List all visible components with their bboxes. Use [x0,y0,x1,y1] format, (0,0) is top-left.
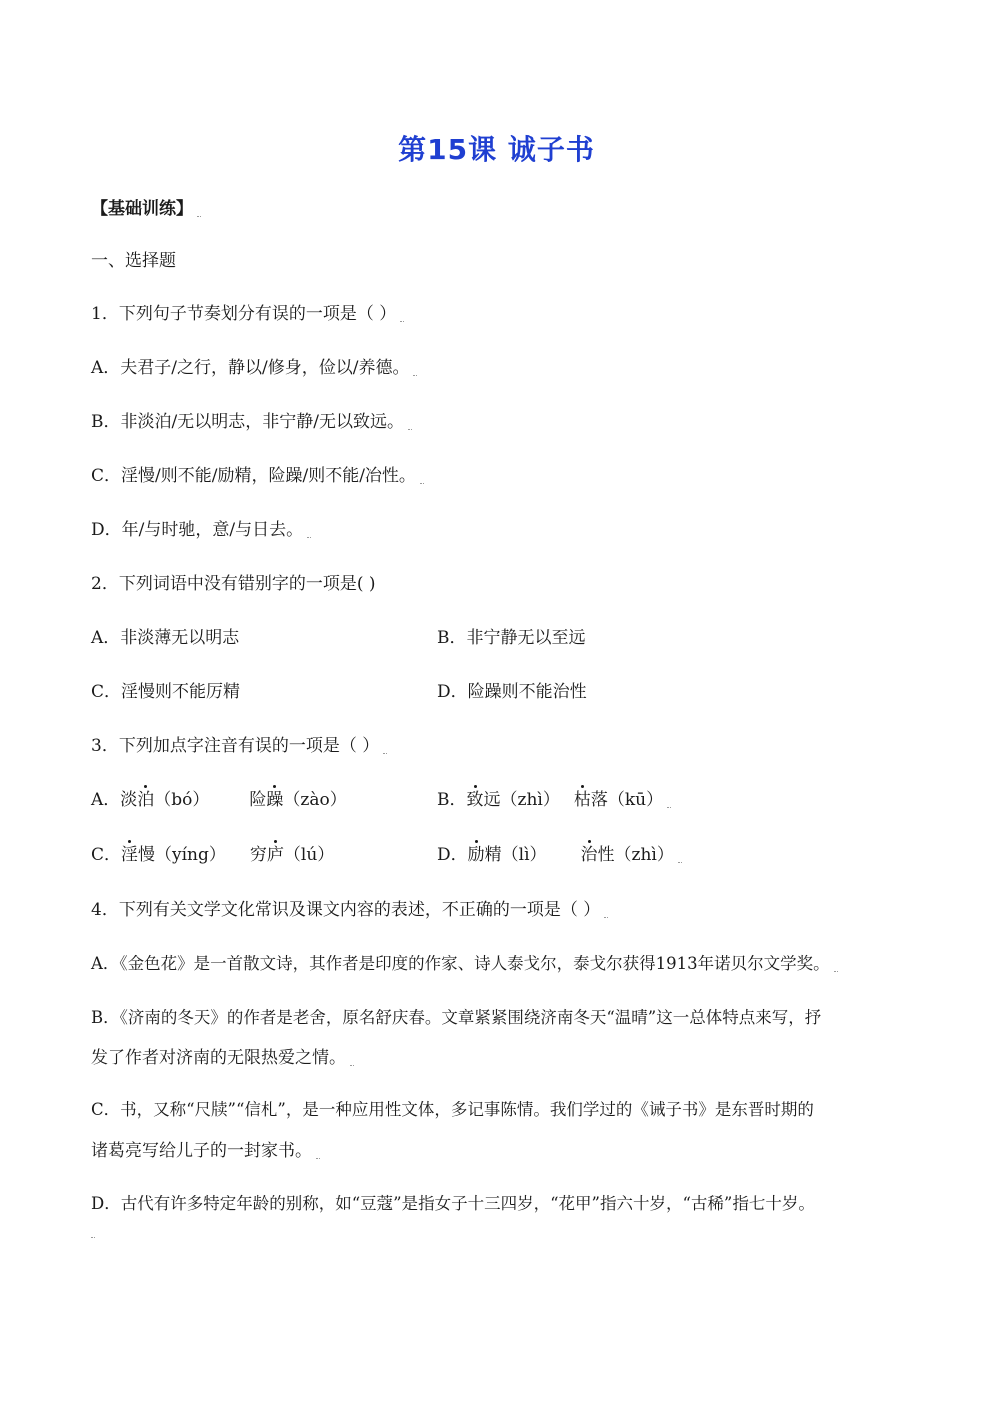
question-1-option-d-text: D．年/与时驰，意/与日去。 [91,520,304,540]
question-3-option-a [91,788,347,812]
paragraph-mark [604,916,608,918]
question-3-stem [91,734,387,758]
question-1-option-d [91,518,311,542]
question-3-option-b [437,788,671,812]
question-4-option-c-line-1: C．书，又称“尺牍”“信札”，是一种应用性文体，多记事陈情。我们学过的《诫子书》是东晋时期的 [91,1100,814,1119]
question-2-option-c: C．淫慢则不能厉精 [91,682,241,702]
question-4-option-b-line-2 [91,1046,354,1070]
question-3-stem-text: 3．下列加点字注音有误的一项是（ ） [91,736,380,756]
paragraph-mark [316,1157,320,1159]
pinyin: （zào） [283,790,347,810]
paragraph-mark [350,1064,354,1066]
pinyin: （zhì） [500,790,560,810]
option-label: B． [437,790,467,810]
question-1-stem-text: 1．下列句子节奏划分有误的一项是（ ） [91,304,397,324]
pinyin: （lú） [283,845,335,865]
paragraph-mark [408,428,412,430]
question-2-option-b: B．非宁静无以至远 [437,628,586,648]
question-4-option-d: D．古代有许多特定年龄的别称，如“豆蔻”是指女子十三四岁，“花甲”指六十岁，“古稀”指七十岁。 [91,1194,815,1213]
question-4-stem [91,898,608,922]
paragraph-mark [678,861,682,863]
emphasized-char: 泊 [137,790,155,810]
paragraph-mark [307,536,311,538]
paragraph-mark [383,752,387,754]
emphasized-char: 致 [466,790,484,810]
question-4-option-a-text: A．《金色花》是一首散文诗，其作者是印度的作家、诗人泰戈尔，泰戈尔获得1913年诺贝尔文学奖。 [91,954,830,973]
emphasized-char: 庐 [266,845,284,865]
question-1-option-a [91,356,417,380]
emphasized-char: 躁 [266,790,284,810]
paragraph-mark [91,1236,95,1238]
question-4-option-b-line-2-text: 发了作者对济南的无限热爱之情。 [91,1048,346,1068]
question-4-stem-text: 4．下列有关文学文化常识及课文内容的表述，不正确的一项是（ ） [91,900,601,920]
question-4-option-b-line-1: B．《济南的冬天》的作者是老舍，原名舒庆春。文章紧紧围绕济南冬天“温晴”这一总体特点来写，抒 [91,1008,822,1027]
word-char: 远 [483,790,501,810]
question-2-option-a: A．非淡薄无以明志 [91,628,240,648]
part-heading: 一、选择题 [91,251,176,271]
emphasized-char: 淫 [121,845,139,865]
paragraph-mark [834,970,838,972]
section-heading [91,197,201,221]
option-label: D． [437,845,468,865]
question-4-option-a [91,952,838,976]
question-1-option-c-text: C．淫慢/则不能/励精，险躁/则不能/冶性。 [91,466,416,486]
question-3-option-c [91,843,334,867]
emphasized-char: 治 [580,845,598,865]
paragraph-mark [420,482,424,484]
pinyin: （lì） [501,845,547,865]
pinyin: （zhì） [614,845,674,865]
question-1-stem [91,302,404,326]
question-4-option-c-line-2-text: 诸葛亮写给儿子的一封家书。 [91,1141,312,1161]
word-char: 慢 [138,845,156,865]
question-1-option-a-text: A．夫君子/之行，静以/修身，俭以/养德。 [91,358,410,378]
pinyin: （kū） [607,790,664,810]
word-char: 险 [249,790,267,810]
word-char: 精 [484,845,502,865]
paragraph-mark [413,374,417,376]
question-2-stem: 2．下列词语中没有错别字的一项是( ) [91,574,376,594]
question-1-option-b-text: B．非淡泊/无以明志，非宁静/无以致远。 [91,412,404,432]
emphasized-char: 励 [467,845,485,865]
paragraph-mark [667,806,671,808]
question-1-option-b [91,410,412,434]
question-3-option-d [437,843,682,867]
word-char: 性 [597,845,615,865]
page-title: 第15课 诚子书 [398,133,595,166]
question-4-option-c-line-2 [91,1139,320,1163]
paragraph-mark-line [91,1218,95,1242]
word-char: 穷 [249,845,267,865]
paragraph-mark [400,320,404,322]
paragraph-mark [197,215,201,217]
section-heading-text: 【基础训练】 [91,199,193,219]
pinyin: （yíng） [155,845,226,865]
word-char: 淡 [120,790,138,810]
emphasized-char: 枯 [573,790,591,810]
option-label: C． [91,845,122,865]
pinyin: （bó） [154,790,210,810]
option-label: A． [91,790,121,810]
question-2-option-d: D．险躁则不能治性 [437,682,587,702]
word-char: 落 [590,790,608,810]
question-1-option-c [91,464,424,488]
